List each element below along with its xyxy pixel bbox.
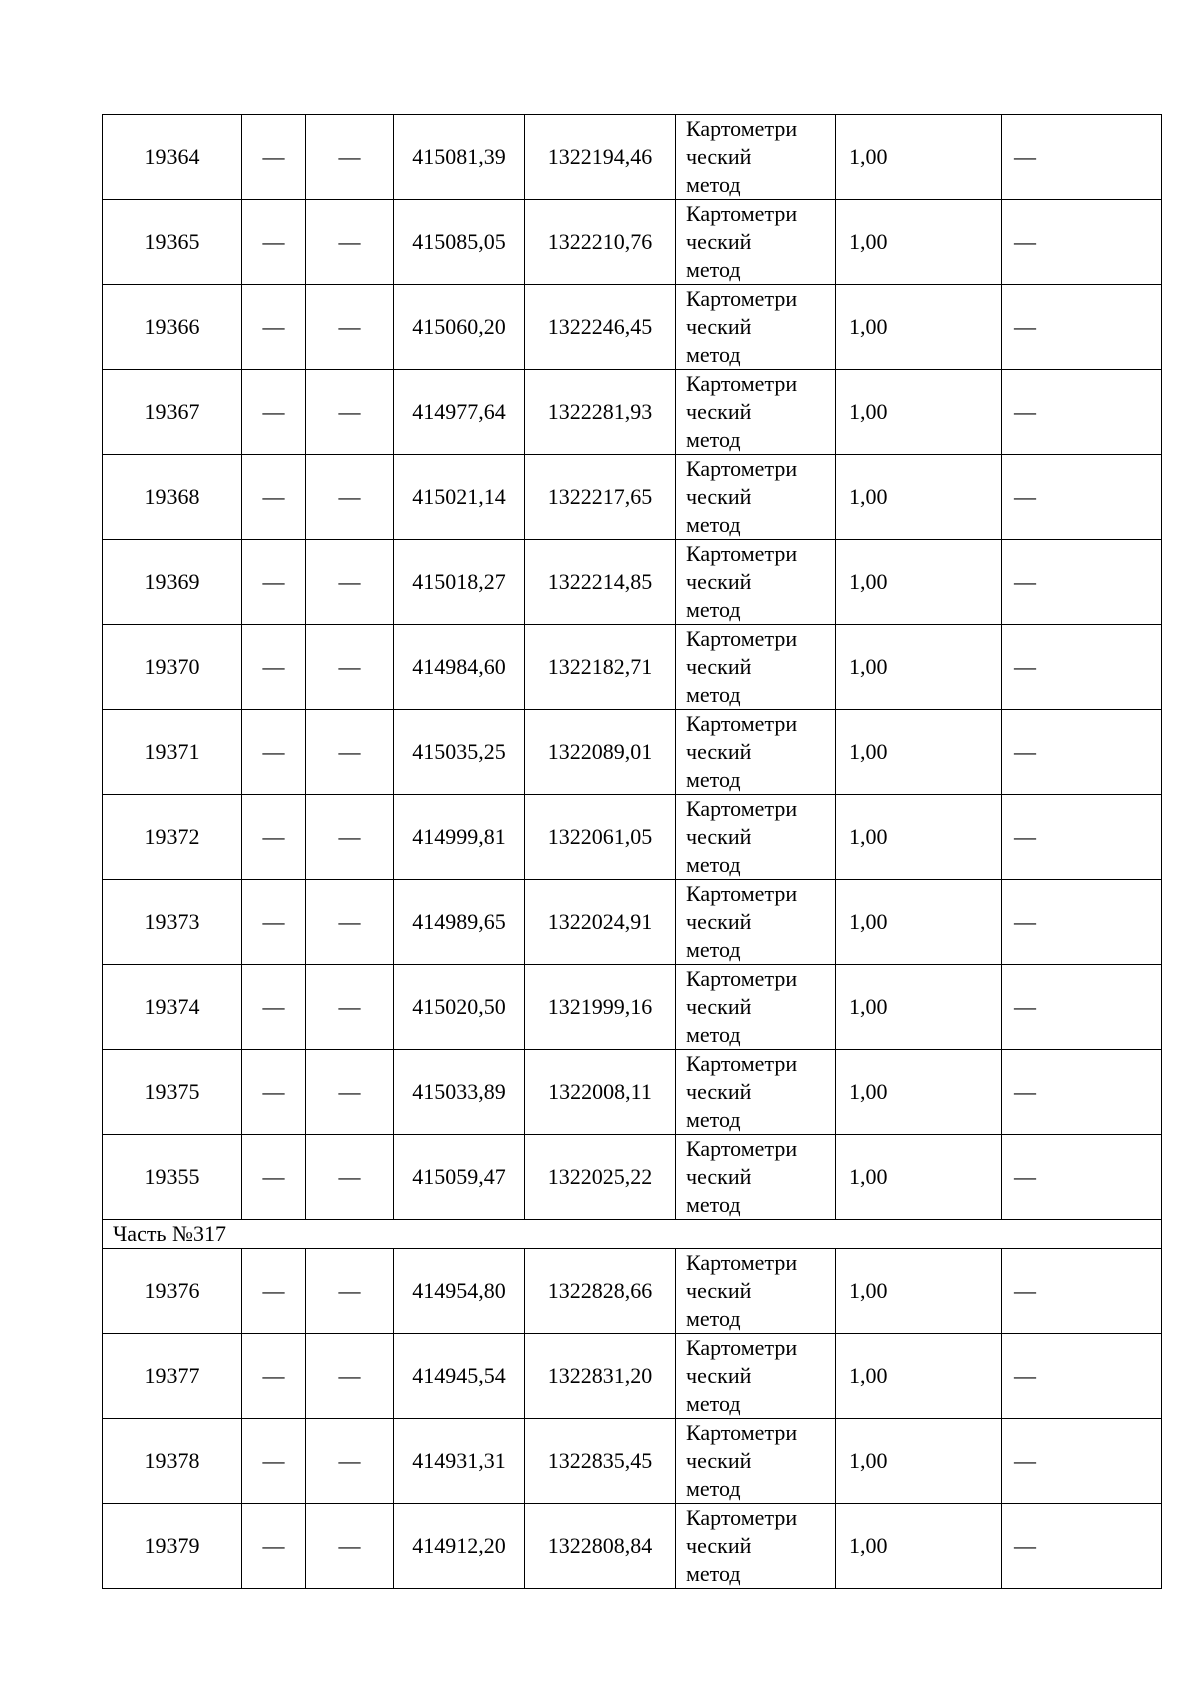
y-coordinate-cell: 1322246,45 [525, 285, 676, 370]
x-coordinate-cell: 414912,20 [394, 1504, 525, 1589]
y-coordinate-cell: 1322808,84 [525, 1504, 676, 1589]
method-text-line: Картометри [686, 881, 798, 906]
method-text-line: Картометри [686, 286, 798, 311]
x-coordinate-cell: 414999,81 [394, 795, 525, 880]
accuracy-cell: 1,00 [836, 795, 1002, 880]
method-text-line: метод [686, 1391, 741, 1416]
method-cell [676, 540, 836, 625]
empty-dash-cell: — [306, 115, 394, 200]
table-row [103, 115, 1162, 200]
table-row [103, 200, 1162, 285]
empty-dash-cell: — [1002, 965, 1162, 1050]
empty-dash-cell: — [242, 540, 306, 625]
empty-dash-cell: — [242, 625, 306, 710]
point-number-cell: 19364 [103, 115, 242, 200]
accuracy-cell: 1,00 [836, 1135, 1002, 1220]
method-text-line: метод [686, 342, 741, 367]
x-coordinate-cell: 415018,27 [394, 540, 525, 625]
method-cell [676, 965, 836, 1050]
y-coordinate-cell: 1322008,11 [525, 1050, 676, 1135]
x-coordinate-cell: 414945,54 [394, 1334, 525, 1419]
method-text-line: метод [686, 937, 741, 962]
point-number-cell: 19372 [103, 795, 242, 880]
empty-dash-cell: — [1002, 540, 1162, 625]
method-text-line: метод [686, 1476, 741, 1501]
x-coordinate-cell: 414984,60 [394, 625, 525, 710]
method-text-line: ческий [686, 144, 752, 169]
method-text-line: метод [686, 682, 741, 707]
empty-dash-cell: — [306, 1249, 394, 1334]
table-row [103, 625, 1162, 710]
coordinates-table-body [103, 115, 1162, 1589]
point-number-cell: 19375 [103, 1050, 242, 1135]
method-cell [676, 370, 836, 455]
accuracy-cell: 1,00 [836, 1334, 1002, 1419]
y-coordinate-cell: 1322214,85 [525, 540, 676, 625]
method-text-line: метод [686, 257, 741, 282]
section-header-row [103, 1220, 1162, 1249]
empty-dash-cell: — [242, 965, 306, 1050]
table-row [103, 710, 1162, 795]
empty-dash-cell: — [1002, 880, 1162, 965]
y-coordinate-cell: 1322831,20 [525, 1334, 676, 1419]
y-coordinate-cell: 1322061,05 [525, 795, 676, 880]
method-text-line: метод [686, 1192, 741, 1217]
method-text-line: метод [686, 1022, 741, 1047]
table-row [103, 1249, 1162, 1334]
accuracy-cell: 1,00 [836, 1249, 1002, 1334]
method-text-line: ческий [686, 484, 752, 509]
accuracy-cell: 1,00 [836, 625, 1002, 710]
x-coordinate-cell: 415060,20 [394, 285, 525, 370]
table-row [103, 1334, 1162, 1419]
method-text-line: ческий [686, 909, 752, 934]
accuracy-cell: 1,00 [836, 1419, 1002, 1504]
method-text-line: ческий [686, 739, 752, 764]
x-coordinate-cell: 415020,50 [394, 965, 525, 1050]
method-text-line: ческий [686, 824, 752, 849]
point-number-cell: 19377 [103, 1334, 242, 1419]
point-number-cell: 19378 [103, 1419, 242, 1504]
point-number-cell: 19373 [103, 880, 242, 965]
empty-dash-cell: — [1002, 115, 1162, 200]
empty-dash-cell: — [242, 1504, 306, 1589]
accuracy-cell: 1,00 [836, 880, 1002, 965]
method-cell [676, 795, 836, 880]
method-cell [676, 115, 836, 200]
empty-dash-cell: — [1002, 795, 1162, 880]
accuracy-cell: 1,00 [836, 710, 1002, 795]
method-text-line: ческий [686, 399, 752, 424]
method-text-line: ческий [686, 229, 752, 254]
method-cell [676, 1334, 836, 1419]
empty-dash-cell: — [306, 710, 394, 795]
x-coordinate-cell: 415021,14 [394, 455, 525, 540]
method-text-line: Картометри [686, 1420, 798, 1445]
empty-dash-cell: — [242, 710, 306, 795]
method-cell [676, 1504, 836, 1589]
table-row [103, 540, 1162, 625]
empty-dash-cell: — [306, 625, 394, 710]
empty-dash-cell: — [306, 285, 394, 370]
table-row [103, 795, 1162, 880]
accuracy-cell: 1,00 [836, 370, 1002, 455]
empty-dash-cell: — [242, 880, 306, 965]
method-cell [676, 285, 836, 370]
method-cell [676, 710, 836, 795]
method-cell [676, 455, 836, 540]
x-coordinate-cell: 414989,65 [394, 880, 525, 965]
empty-dash-cell: — [1002, 200, 1162, 285]
point-number-cell: 19365 [103, 200, 242, 285]
method-cell [676, 200, 836, 285]
point-number-cell: 19368 [103, 455, 242, 540]
empty-dash-cell: — [306, 370, 394, 455]
empty-dash-cell: — [306, 965, 394, 1050]
table-row [103, 370, 1162, 455]
method-text-line: Картометри [686, 1250, 798, 1275]
y-coordinate-cell: 1322835,45 [525, 1419, 676, 1504]
y-coordinate-cell: 1322024,91 [525, 880, 676, 965]
y-coordinate-cell: 1322182,71 [525, 625, 676, 710]
accuracy-cell: 1,00 [836, 200, 1002, 285]
empty-dash-cell: — [1002, 370, 1162, 455]
method-text-line: метод [686, 1107, 741, 1132]
empty-dash-cell: — [242, 795, 306, 880]
method-text-line: ческий [686, 1448, 752, 1473]
empty-dash-cell: — [242, 1334, 306, 1419]
empty-dash-cell: — [306, 1504, 394, 1589]
empty-dash-cell: — [306, 1050, 394, 1135]
y-coordinate-cell: 1321999,16 [525, 965, 676, 1050]
method-text-line: Картометри [686, 1505, 798, 1530]
empty-dash-cell: — [306, 1334, 394, 1419]
point-number-cell: 19374 [103, 965, 242, 1050]
method-text-line: ческий [686, 569, 752, 594]
method-text-line: метод [686, 852, 741, 877]
method-text-line: Картометри [686, 201, 798, 226]
point-number-cell: 19367 [103, 370, 242, 455]
method-text-line: Картометри [686, 1136, 798, 1161]
empty-dash-cell: — [1002, 455, 1162, 540]
method-text-line: ческий [686, 314, 752, 339]
method-text-line: ческий [686, 1278, 752, 1303]
y-coordinate-cell: 1322025,22 [525, 1135, 676, 1220]
empty-dash-cell: — [306, 880, 394, 965]
method-text-line: ческий [686, 654, 752, 679]
empty-dash-cell: — [306, 1135, 394, 1220]
method-text-line: Картометри [686, 371, 798, 396]
y-coordinate-cell: 1322281,93 [525, 370, 676, 455]
method-text-line: ческий [686, 994, 752, 1019]
method-text-line: метод [686, 1561, 741, 1586]
y-coordinate-cell: 1322210,76 [525, 200, 676, 285]
section-label: Часть №317 [103, 1220, 1162, 1249]
point-number-cell: 19376 [103, 1249, 242, 1334]
accuracy-cell: 1,00 [836, 965, 1002, 1050]
empty-dash-cell: — [1002, 710, 1162, 795]
method-cell [676, 880, 836, 965]
accuracy-cell: 1,00 [836, 285, 1002, 370]
table-row [103, 965, 1162, 1050]
method-text-line: метод [686, 172, 741, 197]
empty-dash-cell: — [306, 540, 394, 625]
method-text-line: Картометри [686, 711, 798, 736]
table-row [103, 1419, 1162, 1504]
table-row [103, 285, 1162, 370]
method-text-line: метод [686, 512, 741, 537]
empty-dash-cell: — [242, 285, 306, 370]
empty-dash-cell: — [242, 200, 306, 285]
point-number-cell: 19370 [103, 625, 242, 710]
method-text-line: Картометри [686, 1051, 798, 1076]
method-text-line: Картометри [686, 1335, 798, 1360]
accuracy-cell: 1,00 [836, 540, 1002, 625]
point-number-cell: 19366 [103, 285, 242, 370]
table-row [103, 880, 1162, 965]
empty-dash-cell: — [1002, 625, 1162, 710]
method-text-line: Картометри [686, 456, 798, 481]
empty-dash-cell: — [1002, 1249, 1162, 1334]
method-text-line: Картометри [686, 796, 798, 821]
x-coordinate-cell: 415059,47 [394, 1135, 525, 1220]
method-text-line: Картометри [686, 626, 798, 651]
table-row [103, 455, 1162, 540]
method-cell [676, 625, 836, 710]
x-coordinate-cell: 414977,64 [394, 370, 525, 455]
y-coordinate-cell: 1322828,66 [525, 1249, 676, 1334]
method-text-line: метод [686, 597, 741, 622]
empty-dash-cell: — [306, 795, 394, 880]
empty-dash-cell: — [1002, 1504, 1162, 1589]
method-text-line: метод [686, 427, 741, 452]
method-cell [676, 1135, 836, 1220]
table-row [103, 1135, 1162, 1220]
x-coordinate-cell: 414954,80 [394, 1249, 525, 1334]
empty-dash-cell: — [306, 200, 394, 285]
empty-dash-cell: — [242, 1135, 306, 1220]
x-coordinate-cell: 415081,39 [394, 115, 525, 200]
method-text-line: метод [686, 767, 741, 792]
point-number-cell: 19371 [103, 710, 242, 795]
empty-dash-cell: — [242, 1050, 306, 1135]
y-coordinate-cell: 1322089,01 [525, 710, 676, 795]
method-text-line: ческий [686, 1164, 752, 1189]
point-number-cell: 19355 [103, 1135, 242, 1220]
accuracy-cell: 1,00 [836, 455, 1002, 540]
method-cell [676, 1249, 836, 1334]
empty-dash-cell: — [242, 115, 306, 200]
empty-dash-cell: — [242, 370, 306, 455]
empty-dash-cell: — [242, 1249, 306, 1334]
method-text-line: ческий [686, 1363, 752, 1388]
x-coordinate-cell: 415033,89 [394, 1050, 525, 1135]
empty-dash-cell: — [242, 455, 306, 540]
y-coordinate-cell: 1322217,65 [525, 455, 676, 540]
accuracy-cell: 1,00 [836, 1504, 1002, 1589]
method-text-line: ческий [686, 1533, 752, 1558]
accuracy-cell: 1,00 [836, 1050, 1002, 1135]
empty-dash-cell: — [1002, 285, 1162, 370]
x-coordinate-cell: 414931,31 [394, 1419, 525, 1504]
method-cell [676, 1050, 836, 1135]
method-text-line: Картометри [686, 116, 798, 141]
accuracy-cell: 1,00 [836, 115, 1002, 200]
empty-dash-cell: — [1002, 1135, 1162, 1220]
method-cell [676, 1419, 836, 1504]
x-coordinate-cell: 415035,25 [394, 710, 525, 795]
empty-dash-cell: — [306, 455, 394, 540]
coordinates-table [102, 114, 1162, 1589]
method-text-line: метод [686, 1306, 741, 1331]
empty-dash-cell: — [1002, 1419, 1162, 1504]
point-number-cell: 19379 [103, 1504, 242, 1589]
empty-dash-cell: — [1002, 1050, 1162, 1135]
table-row [103, 1050, 1162, 1135]
empty-dash-cell: — [1002, 1334, 1162, 1419]
point-number-cell: 19369 [103, 540, 242, 625]
table-row [103, 1504, 1162, 1589]
method-text-line: Картометри [686, 541, 798, 566]
method-text-line: Картометри [686, 966, 798, 991]
empty-dash-cell: — [306, 1419, 394, 1504]
x-coordinate-cell: 415085,05 [394, 200, 525, 285]
empty-dash-cell: — [242, 1419, 306, 1504]
y-coordinate-cell: 1322194,46 [525, 115, 676, 200]
method-text-line: ческий [686, 1079, 752, 1104]
